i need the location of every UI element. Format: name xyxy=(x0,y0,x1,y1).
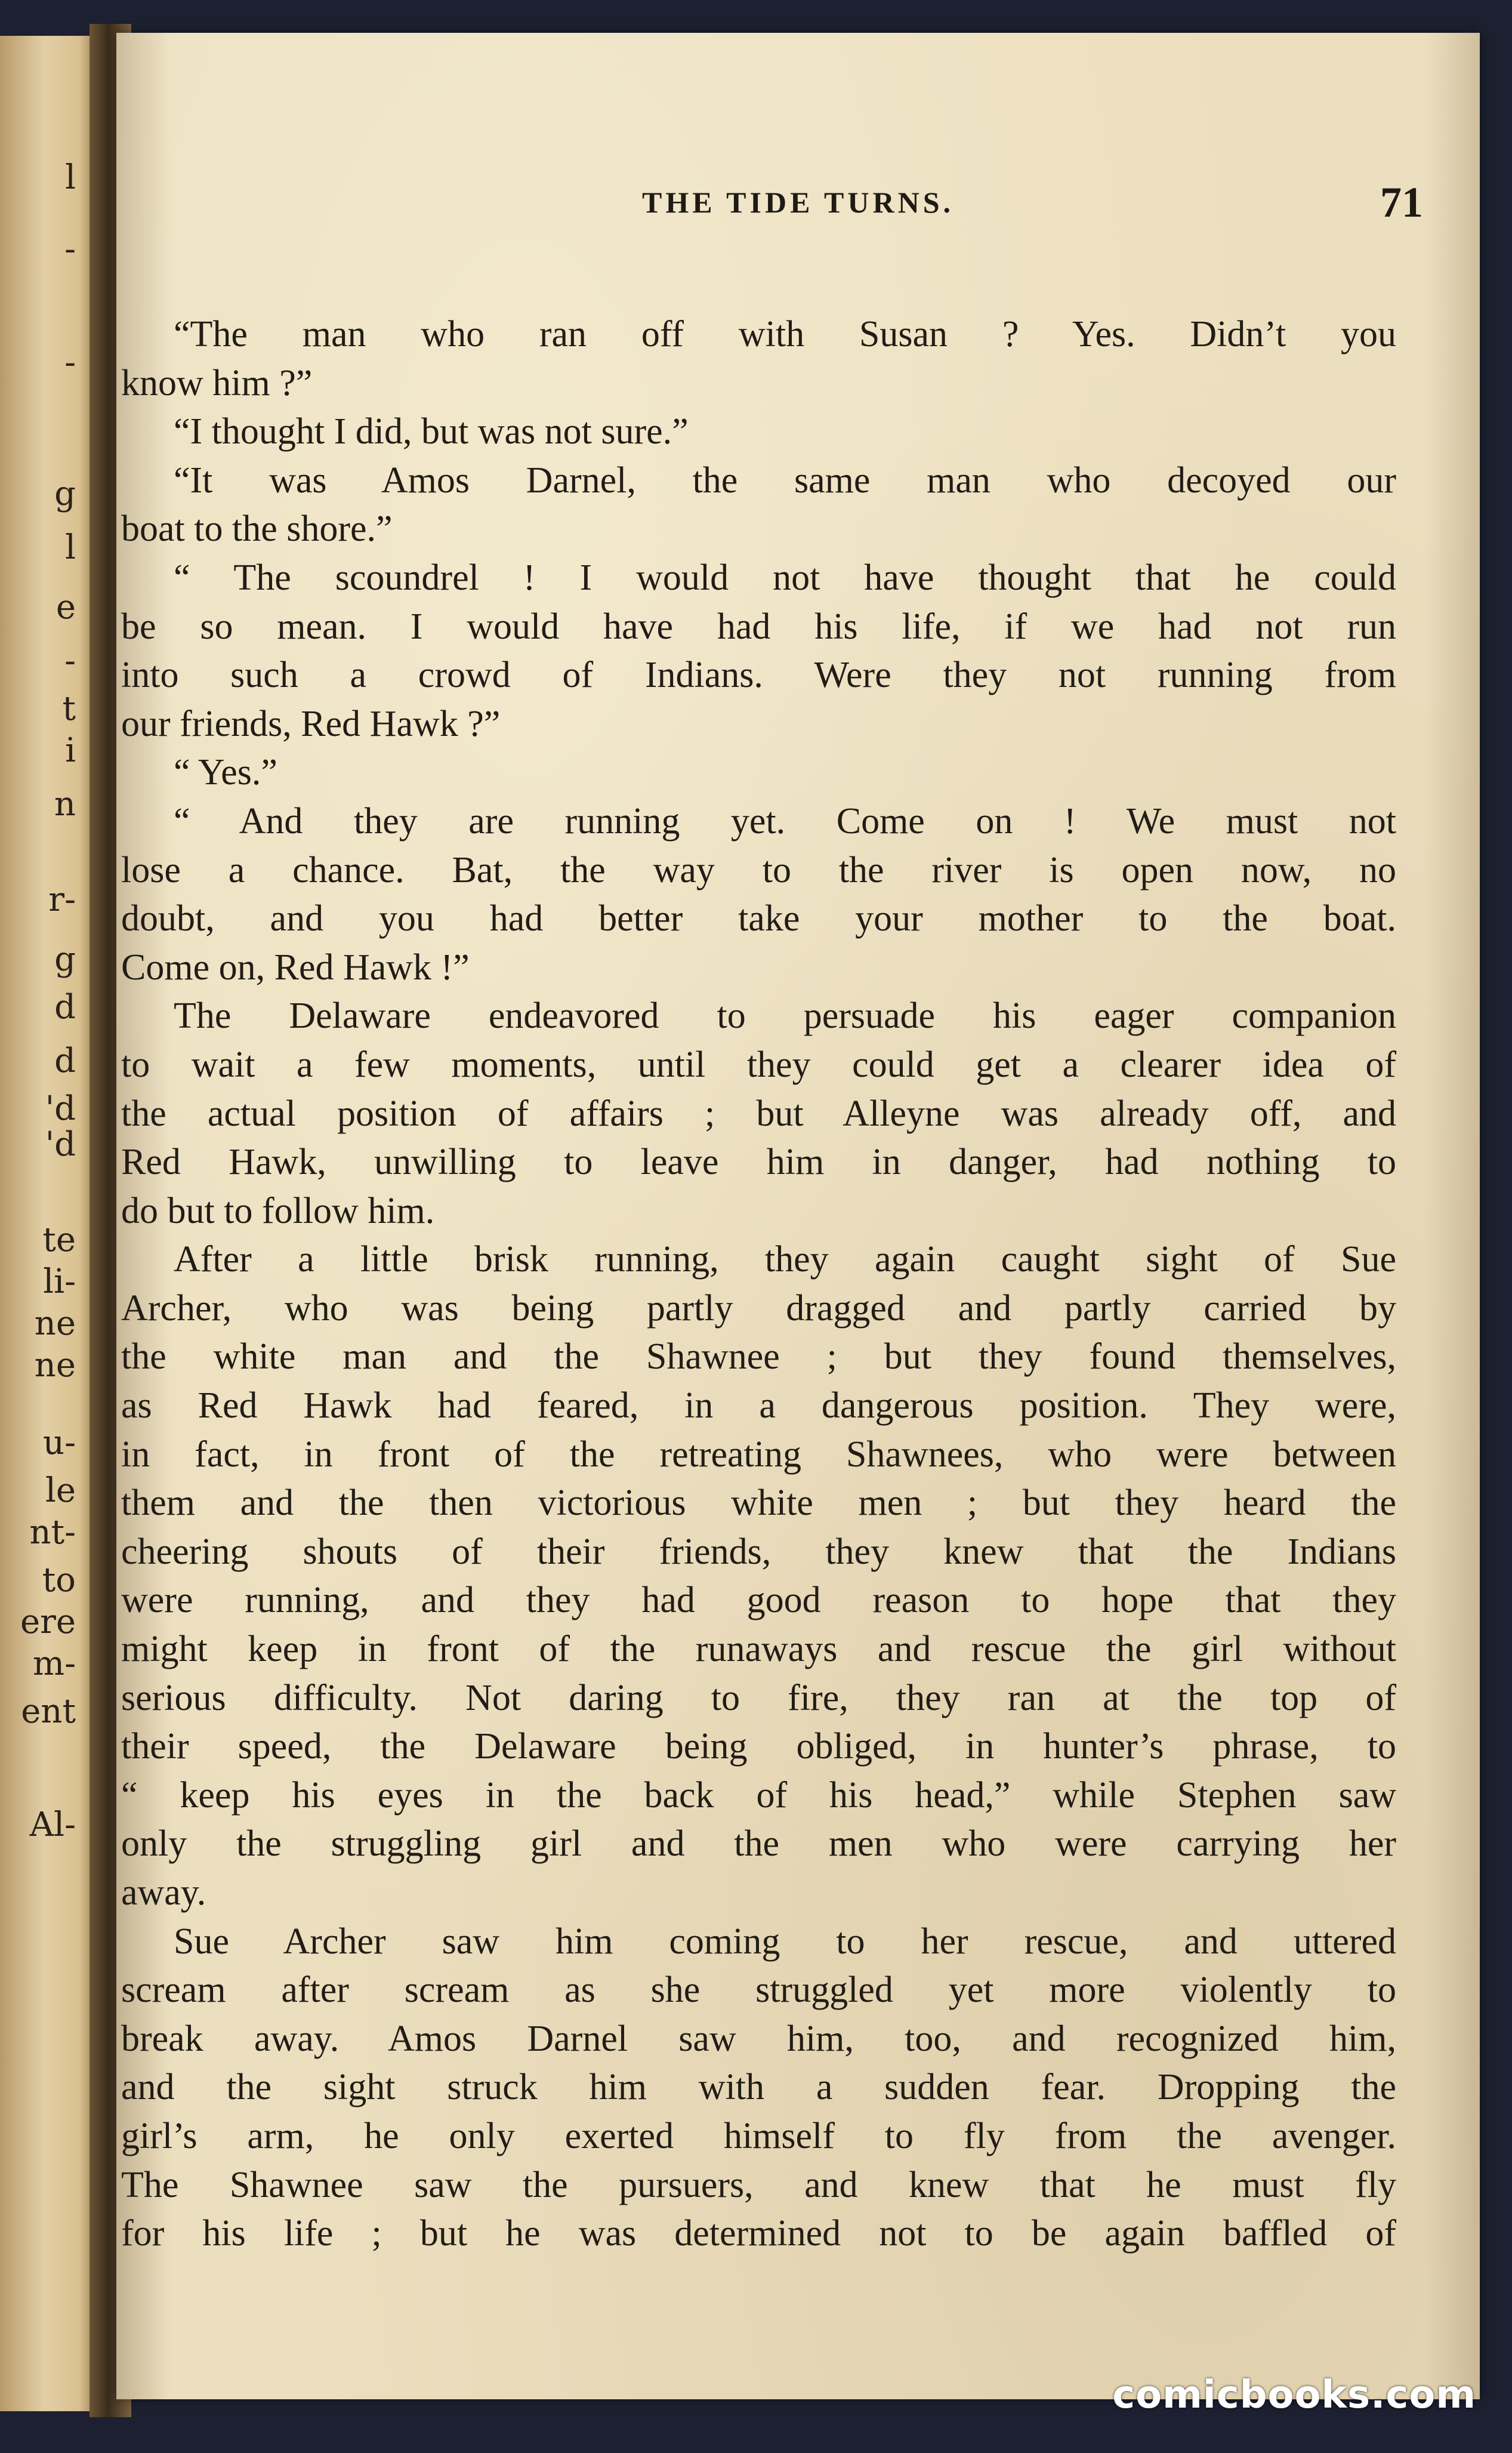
text-line: them and the then victorious white men ; but they heard the xyxy=(121,1483,1396,1524)
book-page xyxy=(116,33,1480,2399)
facing-page-fragment: - xyxy=(64,230,76,269)
text-line: “The man who ran off with Susan ? Yes. Didn’t you xyxy=(174,314,1396,355)
facing-page-fragment: r- xyxy=(48,880,76,919)
text-line: “It was Amos Darnel, the same man who decoyed our xyxy=(174,460,1396,501)
text-line: and the sight struck him with a sudden fear. Dropping the xyxy=(121,2067,1396,2108)
body-text xyxy=(121,310,1396,2258)
facing-page-fragment: m- xyxy=(32,1644,76,1683)
text-line: know him ?” xyxy=(121,362,313,403)
text-line: might keep in front of the runaways and rescue the girl without xyxy=(121,1629,1396,1670)
text-line: Come on, Red Hawk !” xyxy=(121,947,470,988)
facing-page-fragment: to xyxy=(42,1561,76,1600)
facing-page-fragment: i xyxy=(65,731,76,770)
text-line: serious difficulty. Not daring to fire, they ran at the top of xyxy=(121,1677,1396,1718)
facing-page-fragment: ere xyxy=(20,1603,76,1641)
facing-page-fragment: d xyxy=(54,988,76,1027)
text-line: for his life ; but he was determined not to be again baffled of xyxy=(121,2213,1396,2254)
text-line: to wait a few moments, until they could get a clearer idea of xyxy=(121,1044,1396,1085)
text-line: Red Hawk, unwilling to leave him in danger, had nothing to xyxy=(121,1142,1396,1183)
text-line: as Red Hawk had feared, in a dangerous position. They were, xyxy=(121,1385,1396,1426)
text-line: doubt, and you had better take your mother to the boat. xyxy=(121,898,1396,939)
facing-page-fragment: d xyxy=(54,1041,76,1080)
facing-page-fragment: - xyxy=(64,343,76,382)
text-line: their speed, the Delaware being obliged, in hunter’s phrase, to xyxy=(121,1726,1396,1767)
text-line: the actual position of affairs ; but Alleyne was already off, and xyxy=(121,1093,1396,1134)
text-line: girl’s arm, he only exerted himself to fly from the avenger. xyxy=(121,2115,1396,2156)
facing-page-fragment: u- xyxy=(43,1423,76,1462)
facing-page-fragment: li- xyxy=(43,1262,76,1301)
facing-page-fragment: t xyxy=(62,689,76,728)
facing-page-fragment: e xyxy=(55,588,76,627)
text-line: be so mean. I would have had his life, if we had not run xyxy=(121,606,1396,647)
facing-page-fragment: te xyxy=(42,1221,76,1259)
text-line: Sue Archer saw him coming to her rescue, and uttered xyxy=(174,1921,1396,1962)
text-line: cheering shouts of their friends, they knew that the Indians xyxy=(121,1531,1396,1572)
facing-page-fragment: 'd xyxy=(45,1089,76,1128)
text-line: “ The scoundrel ! I would not have thought that he could xyxy=(174,557,1396,598)
text-line: our friends, Red Hawk ?” xyxy=(121,703,501,744)
text-line: The Delaware endeavored to persuade his eager companion xyxy=(174,996,1396,1037)
text-line: lose a chance. Bat, the way to the river is open now, no xyxy=(121,849,1396,890)
facing-page-fragment: ne xyxy=(34,1304,76,1343)
facing-page-fragment: n xyxy=(54,785,76,824)
text-line: “I thought I did, but was not sure.” xyxy=(174,411,689,452)
text-line: do but to follow him. xyxy=(121,1190,435,1231)
facing-page-edge xyxy=(0,36,98,2411)
watermark: comicbooks.com xyxy=(1112,2373,1476,2417)
facing-page-fragment: 'd xyxy=(45,1125,76,1164)
text-line: away. xyxy=(121,1872,206,1913)
text-line: After a little brisk running, they again caught sight of Sue xyxy=(174,1239,1396,1280)
text-line: were running, and they had good reason to hope that they xyxy=(121,1580,1396,1621)
facing-page-fragment: ent xyxy=(21,1692,76,1731)
text-line: the white man and the Shawnee ; but they found themselves, xyxy=(121,1336,1396,1377)
facing-page-fragment: - xyxy=(64,642,76,680)
text-line: “ keep his eyes in the back of his head,” while Stephen saw xyxy=(121,1774,1396,1816)
facing-page-fragment: l xyxy=(65,528,76,567)
facing-page-fragment: l xyxy=(65,158,76,197)
page-header xyxy=(116,178,1480,233)
text-line: boat to the shore.” xyxy=(121,509,393,550)
text-line: “ And they are running yet. Come on ! We must not xyxy=(174,800,1396,842)
facing-page-fragment: ne xyxy=(34,1346,76,1385)
facing-page-fragment: Al- xyxy=(29,1805,76,1844)
text-line: The Shawnee saw the pursuers, and knew that he must fly xyxy=(121,2164,1396,2205)
text-line: scream after scream as she struggled yet more violently to xyxy=(121,1970,1396,2011)
text-line: Archer, who was being partly dragged and partly carried by xyxy=(121,1287,1396,1329)
facing-page-fragment: nt- xyxy=(29,1513,76,1552)
text-line: into such a crowd of Indians. Were they not running from xyxy=(121,655,1396,696)
running-head: THE TIDE TURNS. xyxy=(641,186,955,219)
facing-page-fragment: g xyxy=(54,474,76,513)
text-line: break away. Amos Darnel saw him, too, and recognized him, xyxy=(121,2018,1396,2059)
text-line: in fact, in front of the retreating Shawnees, who were between xyxy=(121,1434,1396,1475)
text-line: “ Yes.” xyxy=(174,752,277,793)
text-line: only the struggling girl and the men who were carrying her xyxy=(121,1823,1396,1865)
facing-page-fragment: g xyxy=(54,940,76,979)
facing-page-fragment: le xyxy=(45,1471,76,1510)
page-number: 71 xyxy=(1380,178,1423,226)
